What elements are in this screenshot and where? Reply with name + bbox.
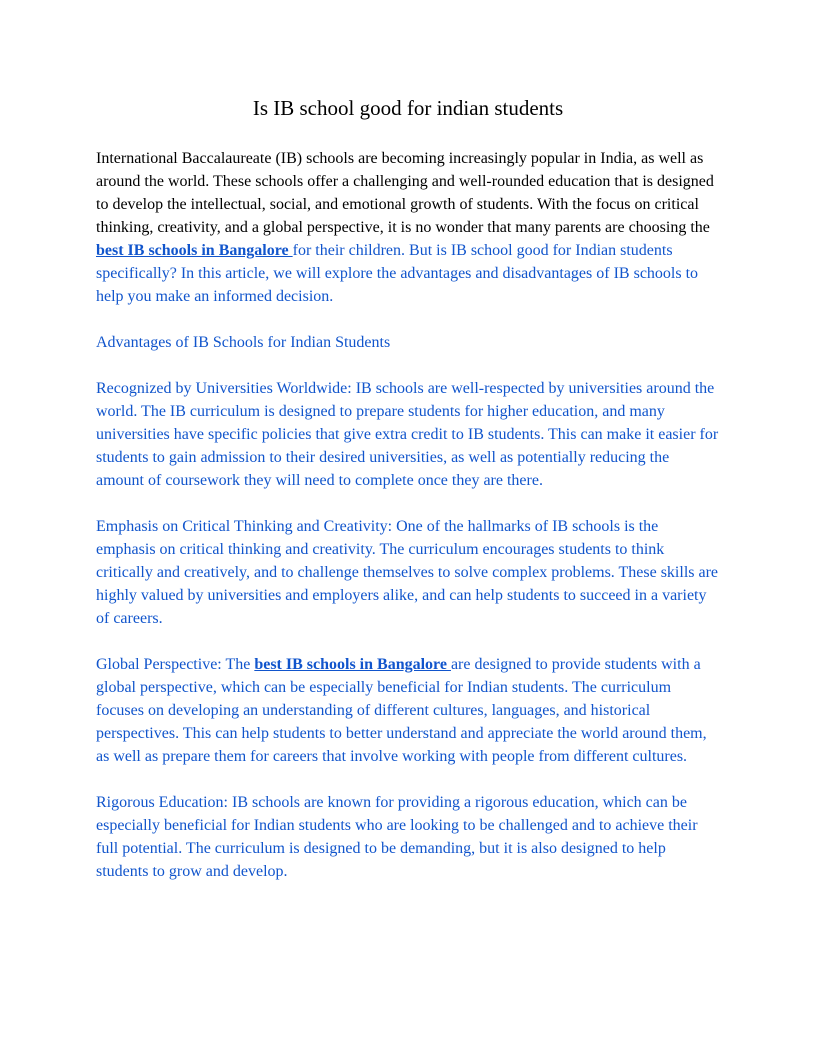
best-ib-schools-link[interactable]: best IB schools in Bangalore xyxy=(96,242,293,259)
best-ib-schools-link-2[interactable]: best IB schools in Bangalore xyxy=(254,656,451,673)
intro-paragraph xyxy=(96,147,720,308)
paragraph-recognized-universities: Recognized by Universities Worldwide: IB schools are well-respected by universities around the world. The IB curriculum is designed to prepare students for higher education, and many universities have specific policies that give extra credit to IB students. This can make it easier for students to gain admission to their desired universities, as well as potentially reducing the amount of coursework they will need to complete once they are there. xyxy=(96,380,719,489)
section-heading: Advantages of IB Schools for Indian Students xyxy=(96,334,391,351)
global-perspective-lead: Global Perspective: The xyxy=(96,656,255,673)
intro-text-continued: for their children. But is IB school good for Indian students specifically? In this article, we will explore the advantages and disadvantages of IB schools to help you make an informed decision. xyxy=(96,242,699,305)
global-perspective-text: are designed to provide students with a global perspective, which can be especially beneficial for Indian students. The curriculum focuses on developing an understanding of different cultures, languages, and historical perspectives. This can help students to better understand and appreciate the world around them, as well as prepare them for careers that involve working with people from different cultures. xyxy=(96,656,707,765)
document-page xyxy=(96,94,720,906)
paragraph-critical-thinking: Emphasis on Critical Thinking and Creativity: One of the hallmarks of IB schools is the emphasis on critical thinking and creativity. The curriculum encourages students to think critically and creatively, and to challenge themselves to solve complex problems. These skills are highly valued by universities and employers alike, and can help students to succeed in a variety of careers. xyxy=(96,518,719,627)
intro-text: International Baccalaureate (IB) schools are becoming increasingly popular in India, as well as around the world. These schools offer a challenging and well-rounded education that is designed to develop the intellectual, social, and emotional growth of students. With the focus on critical thinking, creativity, and a global perspective, it is no wonder that many parents are choosing the xyxy=(96,150,714,236)
page-title: Is IB school good for indian students xyxy=(252,96,564,120)
paragraph-rigorous-education: Rigorous Education: IB schools are known for providing a rigorous education, which can be especially beneficial for Indian students who are looking to be challenged and to achieve their full potential. The curriculum is designed to be demanding, but it is also designed to help students to grow and develop. xyxy=(96,794,698,880)
paragraph-global-perspective xyxy=(96,653,720,768)
